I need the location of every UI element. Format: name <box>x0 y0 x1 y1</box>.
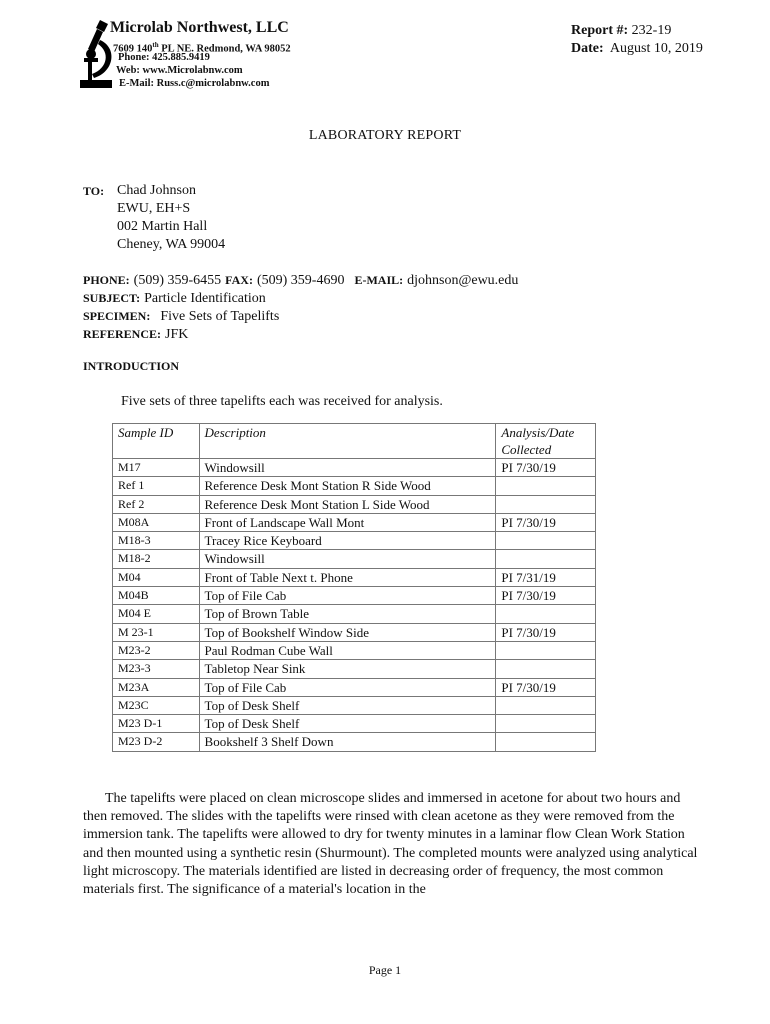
table-row <box>113 550 596 568</box>
cell-sample-id: M23-2 <box>113 641 200 659</box>
table-row <box>113 733 596 751</box>
cell-analysis-date: PI 7/31/19 <box>496 568 596 586</box>
cell-description: Bookshelf 3 Shelf Down <box>199 733 496 751</box>
cell-description: Windowsill <box>199 459 496 477</box>
cell-analysis-date <box>496 532 596 550</box>
cell-sample-id: M04 E <box>113 605 200 623</box>
table-row <box>113 587 596 605</box>
cell-description: Front of Landscape Wall Mont <box>199 513 496 531</box>
cell-description: Top of Desk Shelf <box>199 715 496 733</box>
cell-description: Paul Rodman Cube Wall <box>199 641 496 659</box>
table-row <box>113 715 596 733</box>
table-row <box>113 477 596 495</box>
reference-label: REFERENCE: <box>83 327 162 341</box>
report-number-label: Report #: <box>571 23 629 38</box>
phone-value: (509) 359-6455 <box>133 273 222 288</box>
cell-sample-id: Ref 2 <box>113 495 200 513</box>
cell-sample-id: M04 <box>113 568 200 586</box>
introduction-text: Five sets of three tapelifts each was received for analysis. <box>121 394 443 409</box>
cell-description: Top of Bookshelf Window Side <box>199 623 496 641</box>
cell-sample-id: M04B <box>113 587 200 605</box>
samples-table <box>112 423 596 752</box>
specimen-label: SPECIMEN: <box>83 309 151 323</box>
specimen-line <box>83 307 279 325</box>
subject-line <box>83 289 266 307</box>
recipient-name: Chad Johnson <box>117 183 196 198</box>
page-number: Page 1 <box>368 963 402 977</box>
cell-sample-id: M23 D-1 <box>113 715 200 733</box>
table-row <box>113 513 596 531</box>
cell-description: Top of File Cab <box>199 678 496 696</box>
cell-sample-id: M23 D-2 <box>113 733 200 751</box>
cell-sample-id: M17 <box>113 459 200 477</box>
cell-analysis-date <box>496 641 596 659</box>
cell-sample-id: M08A <box>113 513 200 531</box>
table-row <box>113 532 596 550</box>
cell-sample-id: M18-2 <box>113 550 200 568</box>
cell-sample-id: M 23-1 <box>113 623 200 641</box>
cell-analysis-date: PI 7/30/19 <box>496 587 596 605</box>
report-meta <box>571 22 703 58</box>
address-rest: PL NE. Redmond, WA 98052 <box>158 43 291 55</box>
cell-analysis-date: PI 7/30/19 <box>496 623 596 641</box>
cell-analysis-date <box>496 477 596 495</box>
report-number-line <box>571 22 703 40</box>
email-value: djohnson@ewu.edu <box>407 273 519 288</box>
cell-description: Top of Brown Table <box>199 605 496 623</box>
header-sample-id: Sample ID <box>113 424 200 459</box>
contact-line <box>83 271 518 289</box>
body-paragraph-text: The tapelifts were placed on clean microscope slides and immersed in acetone for about two hours and then removed. The slides with the tapelifts were rinsed with clean acetone as they were removed from the immersion tank. The tapelifts were allowed to dry for twenty minutes in a laminar flow Clean Work Station and then mounted using a synthetic resin (Shurmount). The completed mounts were analyzed using analytical light microscopy. The materials identified are listed in decreasing order of frequency, the most common materials first. The significance of a material's location in the <box>83 791 698 898</box>
cell-analysis-date <box>496 550 596 568</box>
cell-sample-id: M18-3 <box>113 532 200 550</box>
cell-description: Windowsill <box>199 550 496 568</box>
recipient-line3: 002 Martin Hall <box>117 219 208 234</box>
cell-description: Tracey Rice Keyboard <box>199 532 496 550</box>
cell-analysis-date <box>496 605 596 623</box>
table-row <box>113 623 596 641</box>
cell-description: Tabletop Near Sink <box>199 660 496 678</box>
cell-sample-id: M23C <box>113 696 200 714</box>
cell-analysis-date <box>496 696 596 714</box>
cell-description: Top of File Cab <box>199 587 496 605</box>
cell-analysis-date <box>496 733 596 751</box>
report-date-label: Date: <box>571 41 604 56</box>
cell-analysis-date: PI 7/30/19 <box>496 513 596 531</box>
reference-value: JFK <box>165 327 189 342</box>
to-label: TO: <box>83 184 105 198</box>
recipient-line2: EWU, EH+S <box>117 201 191 216</box>
page-title: LABORATORY REPORT <box>308 128 462 143</box>
address-ordinal: th <box>152 41 159 49</box>
header-analysis-date: Analysis/Date Collected <box>496 424 596 459</box>
cell-analysis-date: PI 7/30/19 <box>496 459 596 477</box>
table-row <box>113 696 596 714</box>
cell-description: Top of Desk Shelf <box>199 696 496 714</box>
subject-value: Particle Identification <box>144 291 266 306</box>
header-description: Description <box>199 424 496 459</box>
company-name: Microlab Northwest, LLC <box>110 19 289 36</box>
report-date: August 10, 2019 <box>609 41 703 56</box>
subject-label: SUBJECT: <box>83 291 141 305</box>
cell-analysis-date <box>496 715 596 733</box>
fax-value: (509) 359-4690 <box>256 273 345 288</box>
reference-line <box>83 325 188 343</box>
table-row <box>113 568 596 586</box>
cell-analysis-date <box>496 660 596 678</box>
table-row <box>113 641 596 659</box>
recipient-line4: Cheney, WA 99004 <box>117 237 226 252</box>
fax-label: FAX: <box>225 273 253 287</box>
email-label: E-MAIL: <box>354 273 404 287</box>
table-row <box>113 660 596 678</box>
cell-description: Front of Table Next t. Phone <box>199 568 496 586</box>
company-web: Web: www.Microlabnw.com <box>116 65 243 76</box>
cell-description: Reference Desk Mont Station R Side Wood <box>199 477 496 495</box>
table-header-row <box>113 424 596 459</box>
address-number: 7609 140 <box>113 43 153 55</box>
introduction-heading: INTRODUCTION <box>83 359 180 373</box>
cell-sample-id: M23-3 <box>113 660 200 678</box>
recipient-address <box>117 182 225 254</box>
phone-label: PHONE: <box>83 273 130 287</box>
company-email: E-Mail: Russ.c@microlabnw.com <box>119 78 270 89</box>
report-date-line <box>571 40 703 58</box>
specimen-value: Five Sets of Tapelifts <box>160 309 280 324</box>
table-row <box>113 459 596 477</box>
table-body <box>113 459 596 752</box>
body-paragraph <box>83 790 705 899</box>
company-phone: Phone: 425.885.9419 <box>118 52 210 63</box>
table-row <box>113 605 596 623</box>
cell-description: Reference Desk Mont Station L Side Wood <box>199 495 496 513</box>
report-number: 232-19 <box>631 23 672 38</box>
cell-sample-id: M23A <box>113 678 200 696</box>
table-row <box>113 678 596 696</box>
cell-analysis-date: PI 7/30/19 <box>496 678 596 696</box>
cell-analysis-date <box>496 495 596 513</box>
table-row <box>113 495 596 513</box>
cell-sample-id: Ref 1 <box>113 477 200 495</box>
